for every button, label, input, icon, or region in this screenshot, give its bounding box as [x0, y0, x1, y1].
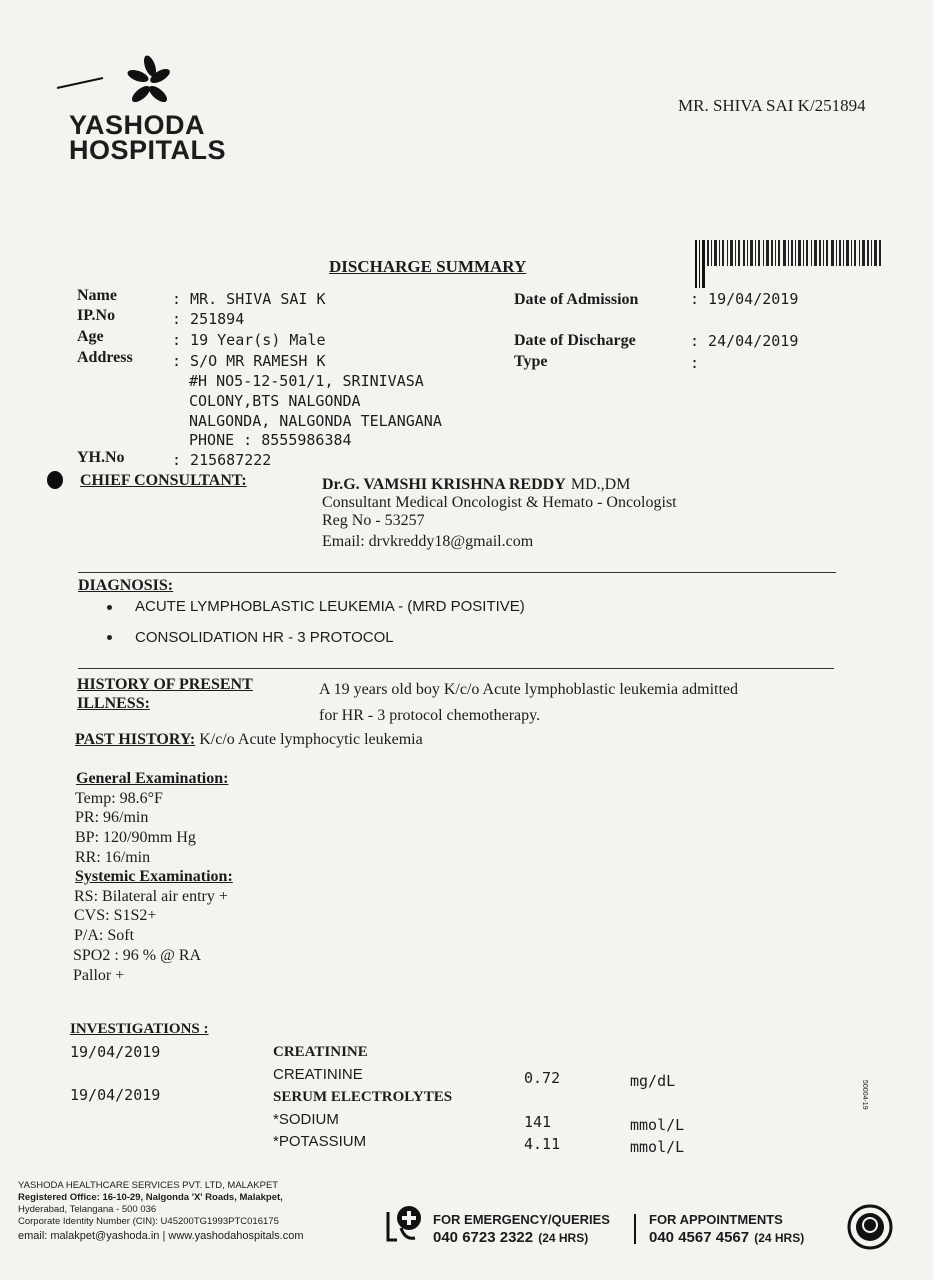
- investigation-unit: mmol/L: [630, 1116, 685, 1134]
- investigation-unit: mmol/L: [630, 1138, 685, 1156]
- phone: PHONE : 8555986384: [189, 431, 352, 449]
- footer-cin: Corporate Identity Number (CIN): U45200TG1993PTC016175: [18, 1216, 279, 1227]
- investigation-heading: SERUM ELECTROLYTES: [273, 1089, 453, 1105]
- general-exam-line: PR: 96/min: [75, 809, 149, 826]
- side-code: 50004-19: [861, 1080, 868, 1110]
- investigation-value: 4.11: [524, 1135, 561, 1153]
- emergency-number-row: [433, 1227, 588, 1246]
- consultant-designation: Consultant Medical Oncologist & Hemato - Oncologist: [322, 494, 677, 511]
- appointments-number-row: [649, 1227, 804, 1246]
- consultant-email: Email: drvkreddy18@gmail.com: [322, 533, 534, 550]
- consultant-label: CHIEF CONSULTANT:: [80, 472, 247, 489]
- yhno-value: : 215687222: [172, 451, 272, 469]
- consultant-name: Dr.G. VAMSHI KRISHNA REDDY: [322, 476, 566, 493]
- appointments-number: 040 4567 4567: [649, 1229, 750, 1246]
- address-line-3: COLONY,BTS NALGONDA: [189, 392, 361, 410]
- systemic-exam-line: P/A: Soft: [74, 927, 135, 944]
- investigation-heading: CREATININE: [273, 1044, 368, 1060]
- document-title: DISCHARGE SUMMARY: [329, 257, 527, 276]
- investigation-date: 19/04/2019: [70, 1043, 161, 1061]
- ipno-value: : 251894: [172, 310, 245, 328]
- diagnosis-item: CONSOLIDATION HR - 3 PROTOCOL: [135, 629, 394, 646]
- address-line-2: #H NO5-12-501/1, SRINIVASA: [189, 372, 424, 390]
- investigation-test: CREATININE: [273, 1066, 363, 1083]
- address-line-4: NALGONDA, NALGONDA TELANGANA: [189, 412, 442, 430]
- name-value: : MR. SHIVA SAI K: [172, 290, 326, 308]
- age-value: : 19 Year(s) Male: [172, 331, 326, 349]
- admission-date-label: Date of Admission: [514, 291, 639, 308]
- bullet-icon: [107, 635, 112, 640]
- footer-company: YASHODA HEALTHCARE SERVICES PVT. LTD, MALAKPET: [18, 1180, 279, 1191]
- history-text-line1: A 19 years old boy K/c/o Acute lymphoblastic leukemia admitted: [319, 681, 739, 698]
- footer-email: email: malakpet@yashoda.in | www.yashodahospitals.com: [18, 1230, 304, 1242]
- logo-text-line1: YASHODA: [69, 110, 206, 140]
- barcode-icon: [695, 240, 885, 288]
- systemic-exam-line: CVS: S1S2+: [74, 907, 157, 924]
- investigation-value: 141: [524, 1113, 552, 1131]
- footer-registered-office: Registered Office: 16-10-29, Nalgonda 'X' Roads, Malakpet,: [18, 1192, 283, 1203]
- appointments-label: FOR APPOINTMENTS: [649, 1212, 783, 1227]
- divider: [78, 572, 836, 573]
- admission-date-value: : 19/04/2019: [690, 290, 799, 308]
- past-history-label: PAST HISTORY:: [75, 731, 196, 748]
- name-label: Name: [77, 287, 117, 304]
- discharge-date-label: Date of Discharge: [514, 332, 636, 349]
- investigation-date: 19/04/2019: [70, 1086, 161, 1104]
- general-exam-line: Temp: 98.6°F: [75, 790, 163, 807]
- diagnosis-item: ACUTE LYMPHOBLASTIC LEUKEMIA - (MRD POSITIVE): [135, 598, 525, 615]
- ipno-label: IP.No: [77, 307, 116, 324]
- consultant-name-row: [322, 474, 630, 494]
- systemic-exam-line: Pallor +: [73, 967, 125, 984]
- footer-city: Hyderabad, Telangana - 500 036: [18, 1204, 157, 1215]
- address-value: : S/O MR RAMESH K: [172, 352, 326, 370]
- phone-plus-icon: [385, 1204, 425, 1246]
- systemic-exam-line: SPO2 : 96 % @ RA: [73, 947, 202, 964]
- investigation-value: 0.72: [524, 1069, 561, 1087]
- address-label: Address: [77, 349, 133, 366]
- past-history-row: [75, 729, 423, 749]
- logo-text-line2: HOSPITALS: [69, 135, 227, 165]
- flower-logo-icon: [55, 52, 245, 114]
- general-exam-line: RR: 16/min: [75, 849, 151, 866]
- footer-separator: [634, 1214, 636, 1244]
- type-value: :: [690, 354, 700, 372]
- history-text-line2: for HR - 3 protocol chemotherapy.: [319, 707, 541, 724]
- emergency-number: 040 6723 2322: [433, 1229, 534, 1246]
- investigations-label: INVESTIGATIONS :: [70, 1021, 209, 1037]
- history-label-line2: ILLNESS:: [77, 695, 150, 712]
- systemic-exam-label: Systemic Examination:: [75, 868, 233, 885]
- discharge-date-value: : 24/04/2019: [690, 332, 799, 350]
- accreditation-seal-icon: [847, 1204, 893, 1250]
- logo: [55, 52, 245, 167]
- age-label: Age: [77, 328, 104, 345]
- emergency-label: FOR EMERGENCY/QUERIES: [433, 1212, 610, 1227]
- type-label: Type: [514, 353, 548, 370]
- patient-reference: MR. SHIVA SAI K/251894: [678, 96, 866, 115]
- consultant-reg: Reg No - 53257: [322, 512, 425, 529]
- bullet-icon: [107, 605, 112, 610]
- investigation-test: *POTASSIUM: [273, 1133, 367, 1150]
- general-exam-line: BP: 120/90mm Hg: [75, 829, 196, 846]
- systemic-exam-line: RS: Bilateral air entry +: [74, 888, 228, 905]
- investigation-unit: mg/dL: [630, 1072, 676, 1090]
- history-label-line1: HISTORY OF PRESENT: [77, 676, 253, 693]
- diagnosis-label: DIAGNOSIS:: [78, 577, 174, 594]
- appointments-hours: (24 HRS): [754, 1231, 805, 1245]
- consultant-degree: MD.,DM: [570, 476, 631, 493]
- yhno-label: YH.No: [77, 449, 125, 466]
- hole-punch-mark: [47, 471, 63, 489]
- general-exam-label: General Examination:: [76, 770, 229, 787]
- emergency-hours: (24 HRS): [538, 1231, 589, 1245]
- investigation-test: *SODIUM: [273, 1111, 339, 1128]
- past-history-text: K/c/o Acute lymphocytic leukemia: [195, 731, 423, 748]
- divider: [78, 668, 834, 669]
